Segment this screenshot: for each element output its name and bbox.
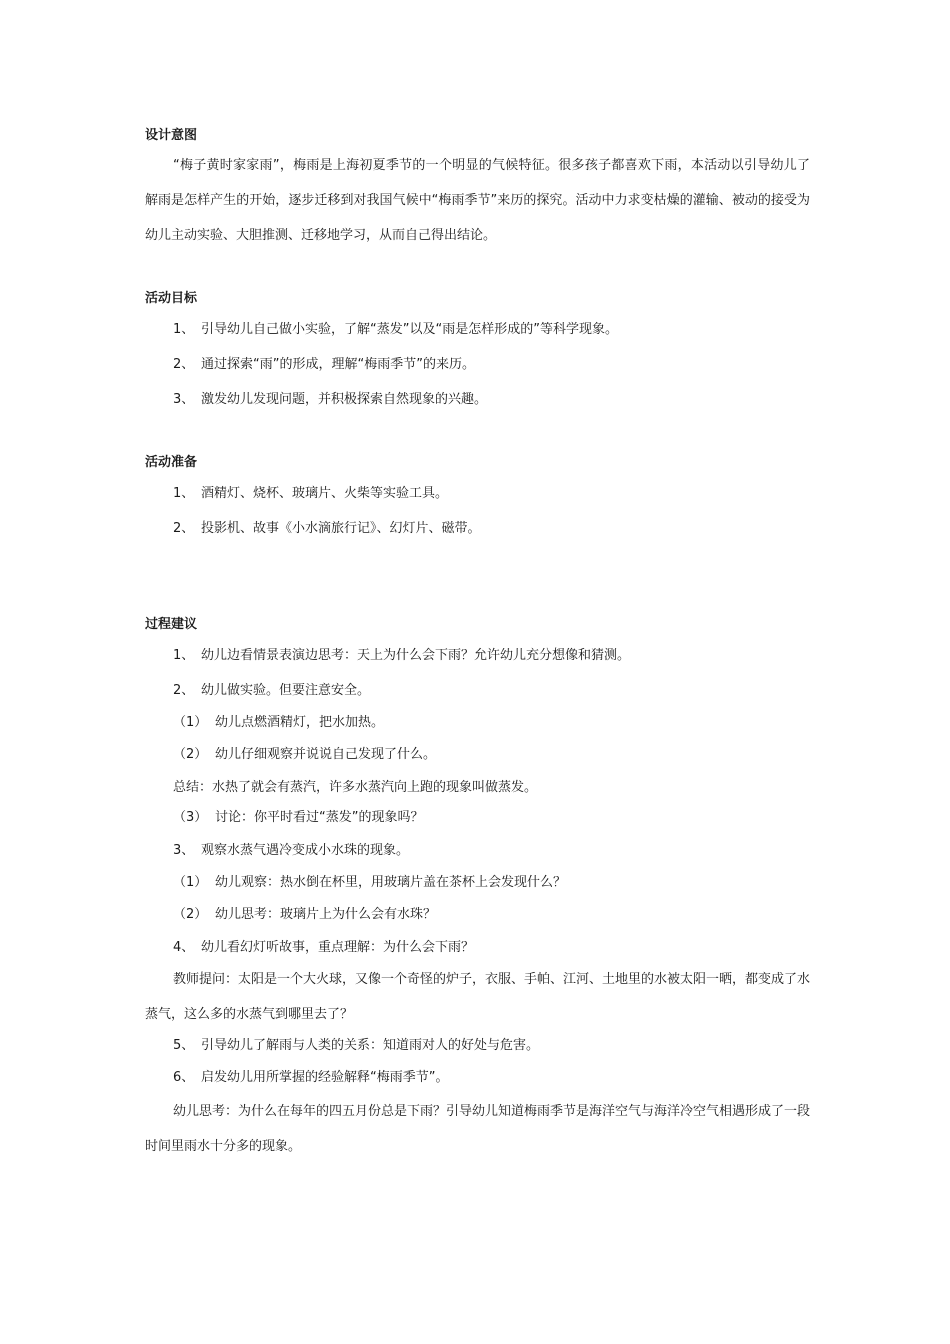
process-step-3-sub-1 bbox=[173, 875, 566, 891]
process-step-3-sub-2 bbox=[173, 907, 436, 923]
process-step-3-text: 观察水蒸气遇冷变成小水珠的现象。 bbox=[201, 843, 410, 858]
process-step-3 bbox=[173, 843, 409, 859]
goal-item-2 bbox=[173, 357, 475, 373]
process-step-4 bbox=[173, 940, 474, 956]
process-step-2-text: 幼儿做实验。但要注意安全。 bbox=[201, 683, 371, 698]
prep-item-2-text: 投影机、故事《小水滴旅行记》、幻灯片、磁带。 bbox=[201, 521, 481, 536]
process-step-6-text: 启发幼儿用所掌握的经验解释“梅雨季节”。 bbox=[201, 1070, 449, 1085]
goal-item-2-text: 通过探索“雨”的形成，理解“梅雨季节”的来历。 bbox=[201, 357, 475, 372]
process-step-3-sub-1-text: 幼儿观察：热水倒在杯里，用玻璃片盖在茶杯上会发现什么？ bbox=[215, 875, 567, 890]
process-step-2-sub-3 bbox=[173, 810, 423, 826]
process-step-3-number: 3、 bbox=[173, 843, 195, 858]
teacher-question-paragraph: 教师提问：太阳是一个大火球，又像一个奇怪的炉子，衣服、手帕、江河、土地里的水被太阳一晒，都变成了水蒸气，这么多的水蒸气到哪里去了？ bbox=[145, 972, 811, 1022]
process-step-2-sub-2-text: 幼儿仔细观察并说说自己发现了什么。 bbox=[215, 747, 437, 762]
section-heading-design-intent: 设计意图 bbox=[145, 128, 198, 143]
prep-item-1-number: 1、 bbox=[173, 486, 195, 501]
goal-item-2-number: 2、 bbox=[173, 357, 195, 372]
prep-item-2-number: 2、 bbox=[173, 521, 195, 536]
process-step-6-number: 6、 bbox=[173, 1070, 195, 1085]
process-step-4-text: 幼儿看幻灯听故事，重点理解：为什么会下雨？ bbox=[201, 940, 475, 955]
process-step-1-number: 1、 bbox=[173, 648, 195, 663]
process-step-1-text: 幼儿边看情景表演边思考：天上为什么会下雨？允许幼儿充分想像和猜测。 bbox=[201, 648, 631, 663]
process-step-2-sub-1-number: （1） bbox=[173, 715, 208, 730]
process-step-2-sub-3-text: 讨论：你平时看过“蒸发”的现象吗？ bbox=[215, 810, 424, 825]
process-step-2-number: 2、 bbox=[173, 683, 195, 698]
process-step-5-text: 引导幼儿了解雨与人类的关系：知道雨对人的好处与危害。 bbox=[201, 1038, 540, 1053]
process-step-1 bbox=[173, 648, 630, 664]
process-step-5 bbox=[173, 1038, 539, 1054]
process-step-6 bbox=[173, 1070, 448, 1086]
section-heading-preparation: 活动准备 bbox=[145, 455, 198, 470]
process-summary: 总结：水热了就会有蒸汽，许多水蒸汽向上跑的现象叫做蒸发。 bbox=[173, 780, 538, 795]
section-heading-process: 过程建议 bbox=[145, 617, 198, 632]
process-step-4-number: 4、 bbox=[173, 940, 195, 955]
process-step-2-sub-2 bbox=[173, 747, 436, 763]
process-step-2-sub-1 bbox=[173, 715, 384, 731]
process-step-2 bbox=[173, 683, 370, 699]
prep-item-1 bbox=[173, 486, 448, 502]
process-step-3-sub-1-number: （1） bbox=[173, 875, 208, 890]
goal-item-3-number: 3、 bbox=[173, 392, 195, 407]
process-step-2-sub-2-number: （2） bbox=[173, 747, 208, 762]
prep-item-1-text: 酒精灯、烧杯、玻璃片、火柴等实验工具。 bbox=[201, 486, 449, 501]
process-step-3-sub-2-text: 幼儿思考：玻璃片上为什么会有水珠？ bbox=[215, 907, 437, 922]
process-step-2-sub-3-number: （3） bbox=[173, 810, 208, 825]
prep-item-2 bbox=[173, 521, 481, 537]
process-step-3-sub-2-number: （2） bbox=[173, 907, 208, 922]
goal-item-1 bbox=[173, 322, 618, 338]
goal-item-1-number: 1、 bbox=[173, 322, 195, 337]
goal-item-1-text: 引导幼儿自己做小实验，了解“蒸发”以及“雨是怎样形成的”等科学现象。 bbox=[201, 322, 618, 337]
child-thinking-paragraph: 幼儿思考：为什么在每年的四五月份总是下雨？引导幼儿知道梅雨季节是海洋空气与海洋冷空气相遇形成了一段时间里雨水十分多的现象。 bbox=[145, 1104, 811, 1154]
section-heading-goals: 活动目标 bbox=[145, 291, 198, 306]
process-step-5-number: 5、 bbox=[173, 1038, 195, 1053]
goal-item-3 bbox=[173, 392, 487, 408]
design-intent-paragraph: “梅子黄时家家雨”，梅雨是上海初夏季节的一个明显的气候特征。很多孩子都喜欢下雨，本活动以引导幼儿了解雨是怎样产生的开始，逐步迁移到对我国气候中“梅雨季节”来历的探究。活动中力求变枯燥的灌输、被动的接受为幼儿主动实验、大胆推测、迁移地学习，从而自己得出结论。 bbox=[145, 158, 810, 243]
goal-item-3-text: 激发幼儿发现问题，并积极探索自然现象的兴趣。 bbox=[201, 392, 488, 407]
process-step-2-sub-1-text: 幼儿点燃酒精灯，把水加热。 bbox=[215, 715, 385, 730]
